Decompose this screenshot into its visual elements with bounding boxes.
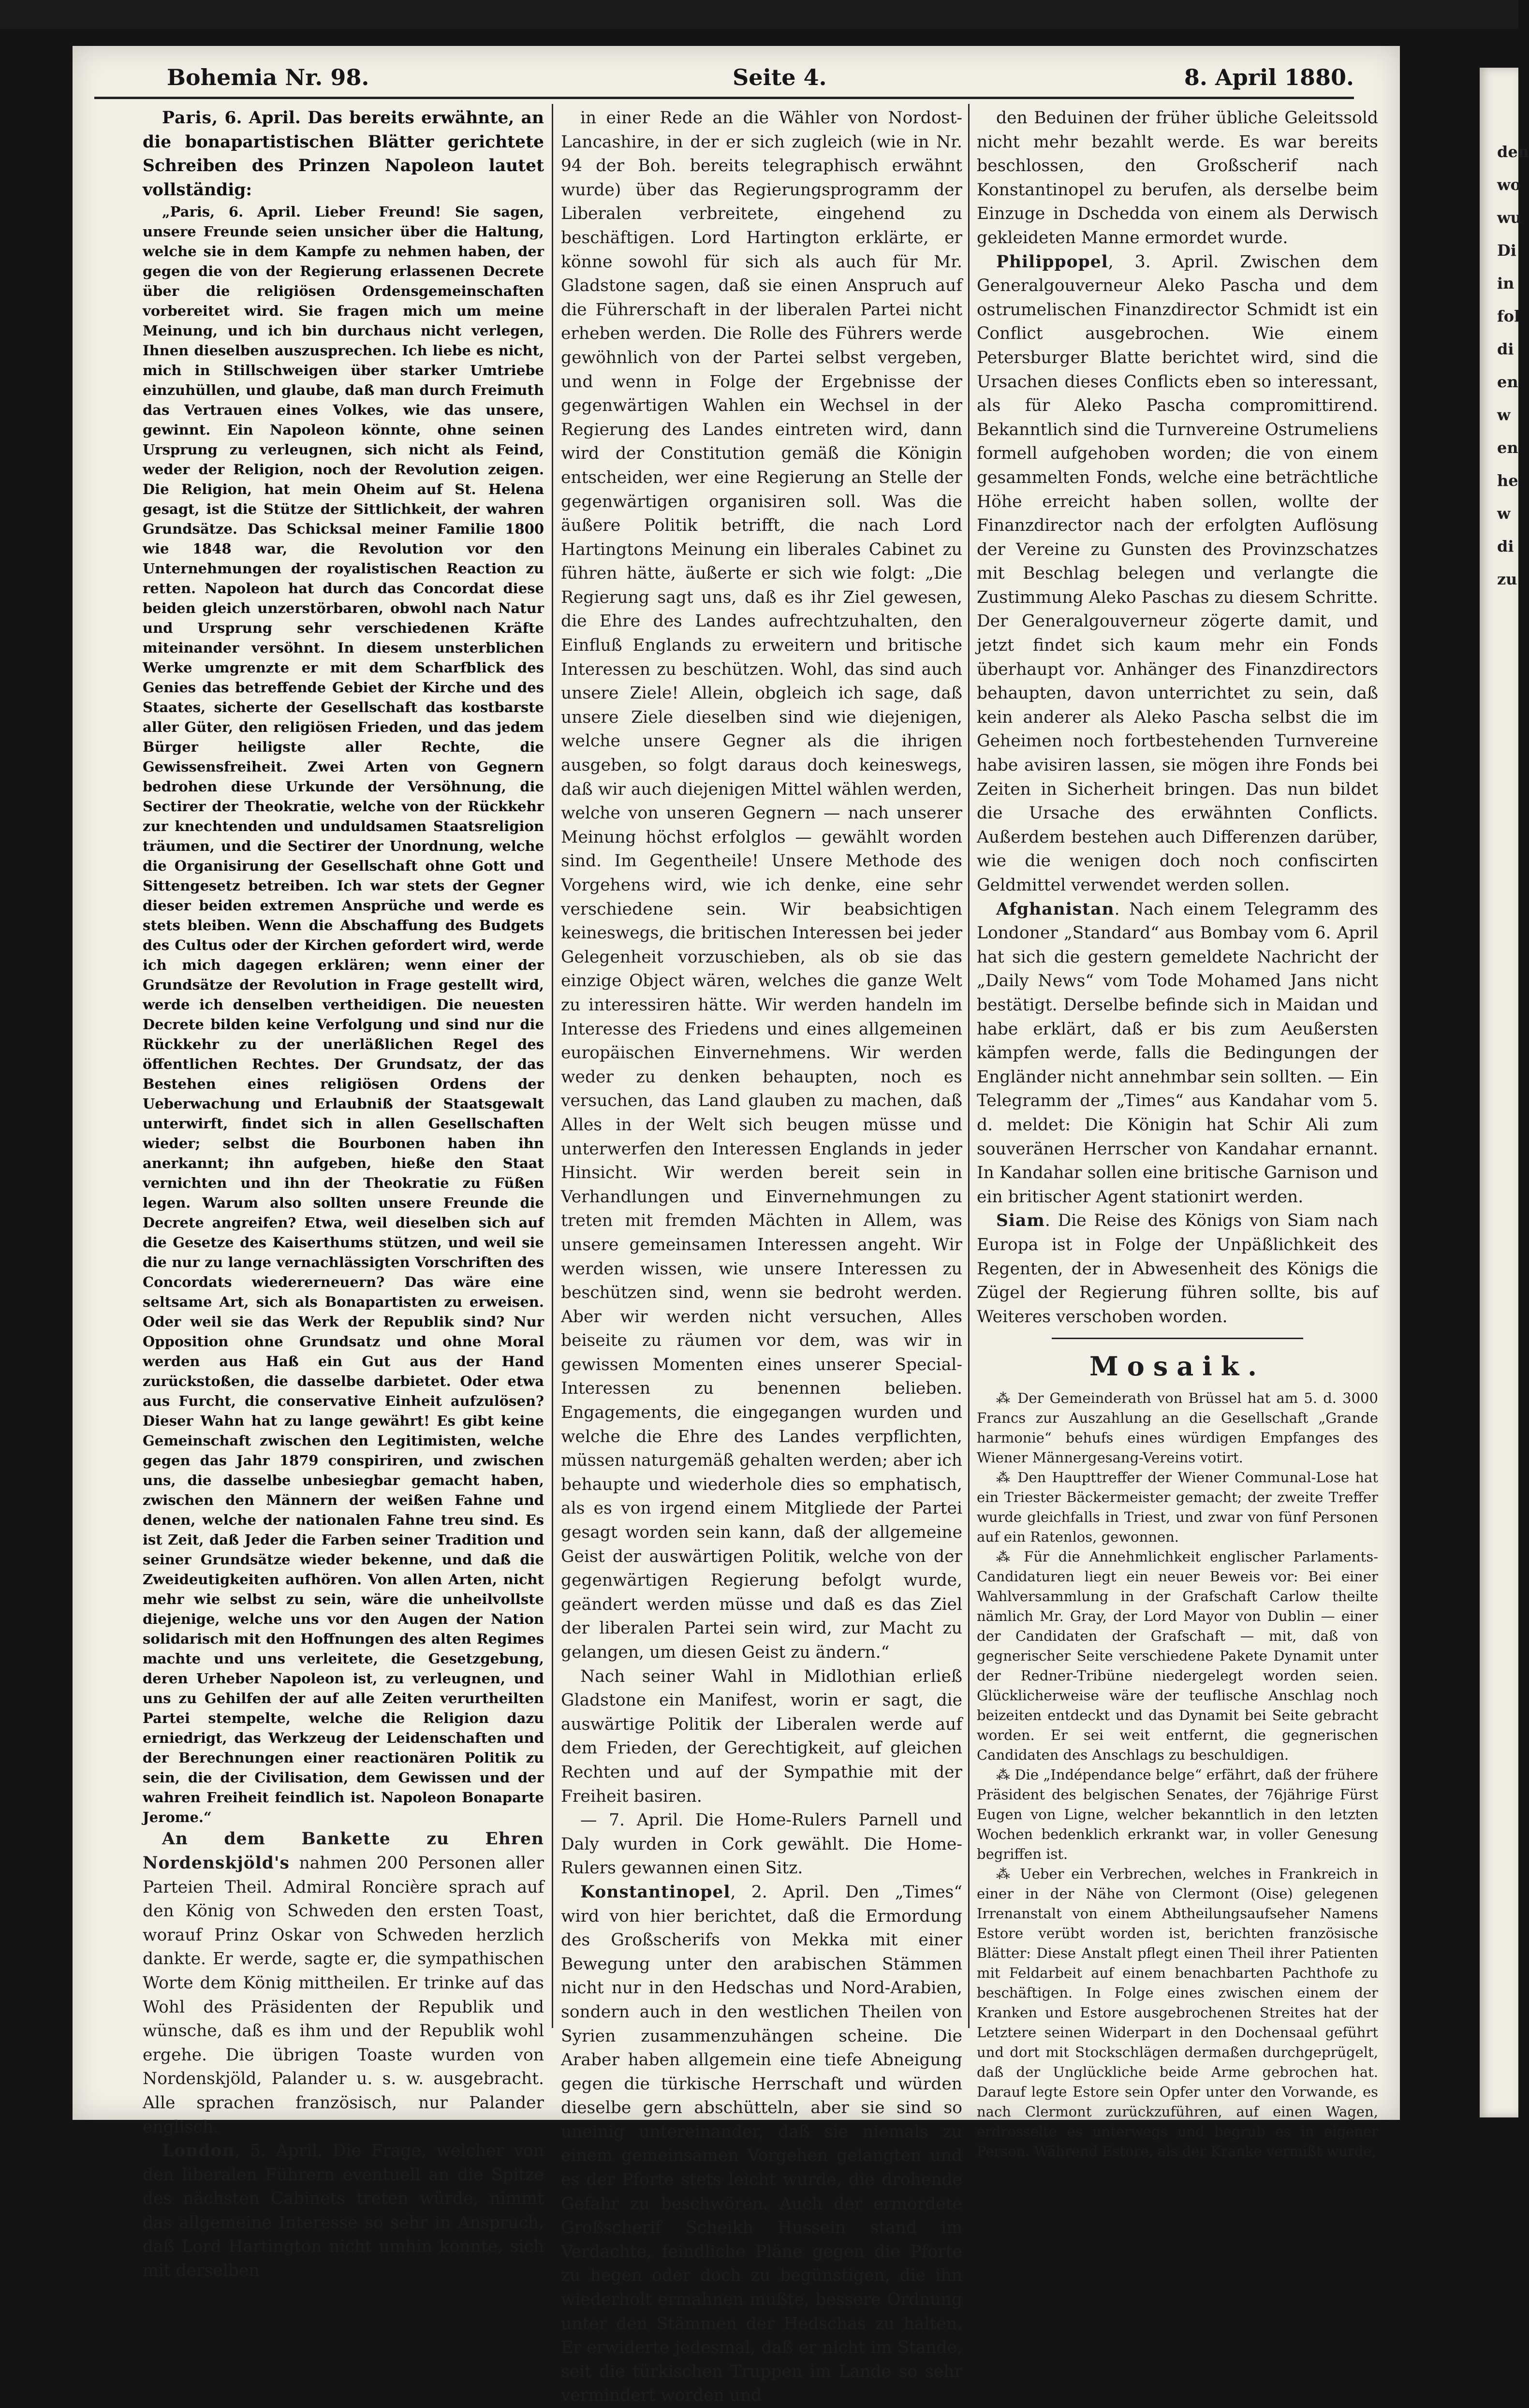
article-paragraph (977, 1209, 1378, 1329)
article-text: , 3. April. Zwischen dem Generalgouverneur Aleko Pascha und dem ostrumelischen Finanzdirector Schmidt ist ein Conflict ausgebrochen. Wie einem Petersburger Blatte berichtet wird, sind die Ursachen dieses Conflicts eben so interessant, als für Aleko Pascha compromittirend. Bekanntlich sind die Turnvereine Ostrumeliens formell aufgehoben worden; die von einem gesammelten Fonds, welche eine beträchtliche Höhe erreicht haben sollen, wollte der Finanzdirector nach der erfolgten Auflösung der Vereine zu Gunsten des Provinzschatzes mit Beschlag belegen und verlangte die Zustimmung Aleko Paschas zu diesem Schritte. Der Generalgouverneur zögerte damit, und jetzt findet sich kaum mehr ein Fonds überhaupt vor. Anhänger des Finanzdirectors behaupten, davon unterrichtet zu sein, daß kein anderer als Aleko Pascha selbst die im Geheimen noch fortbestehenden Turnvereine habe avisiren lassen, sie mögen ihre Fonds bei Zeiten in Sicherheit bringen. Das nun bildet die Ursache des erwähnten Conflicts. Außerdem bestehen auch Differenzen darüber, wie die wenigen doch noch confiscirten Geldmittel verwendet werden sollen. (977, 252, 1378, 895)
adjacent-page-fragment: w (1497, 504, 1511, 523)
page-header (94, 63, 1354, 99)
mosaik-heading: Mosaik. (1089, 1351, 1265, 1382)
adjacent-page-fragment: en (1497, 373, 1518, 391)
article-text: . Nach einem Telegramm des Londoner „Standard“ aus Bombay vom 6. April hat sich die gestern gemeldete Nachricht der „Daily News“ vom Tode Mohamed Jans nicht bestätigt. Derselbe befinde sich in Maidan und habe erklärt, daß er bis zum Aeußersten kämpfen werde, falls die Bedingungen der Engländer nicht annehmbar sein sollten. — Ein Telegramm der „Times“ aus Kandahar vom 5. d. meldet: Die Königin hat Schir Ali zum souveränen Herrscher von Kandahar ernannt. In Kandahar sollen eine britische Garnison und ein britischer Agent stationirt werden. (977, 899, 1378, 1207)
article-paragraph (143, 1827, 544, 2139)
article-text: , 5. April. Die Frage, welcher von den liberalen Führern eventuell an die Spitze des nächsten Cabinets treten würde, nimmt das allgemeine Interesse so sehr in Anspruch, daß Lord Hartington nicht umhin konnte, sich mit derselben (143, 2141, 544, 2281)
mosaik-top-rule (1052, 1338, 1303, 1339)
adjacent-page-fragment: fol (1497, 307, 1520, 325)
column-2 (561, 106, 962, 2406)
mosaik-item: ⁂ Die „Indépendance belge“ erfährt, daß der frühere Präsident des belgischen Senates, der 76jährige Fürst Eugen von Ligne, welcher bekanntlich in den letzten Wochen bedenklich erkrankt war, in voller Genesung begriffen ist. (977, 1766, 1378, 1863)
article-text: „Paris, 6. April. Lieber Freund! Sie sagen, unsere Freunde seien unsicher über die Haltung, welche sie in dem Kampfe zu nehmen haben, der gegen die von der Regierung erlassenen Decrete über die religiösen Ordensgemeinschaften vorbereitet wird. Sie fragen mich um meine Meinung, und ich bin durchaus nicht verlegen, Ihnen dieselben auszusprechen. Ich liebe es nicht, mich in Stillschweigen über starker Umtriebe einzuhüllen, und glaube, daß man durch Freimuth das Vertrauen eines Volkes, wie das unsere, gewinnt. Ein Napoleon könnte, ohne seinen Ursprung zu verleugnen, sich nicht als Feind, weder der Religion, noch der Revolution zeigen. Die Religion, hat mein Oheim auf St. Helena gesagt, ist die Stütze der Sittlichkeit, der wahren Grundsätze. Das Schicksal meiner Familie 1800 wie 1848 war, die Revolution vor den Unternehmungen der royalistischen Reaction zu retten. Napoleon hat durch das Concordat diese beiden gleich unzerstörbaren, obwohl nach Natur und Ursprung sehr verschiedenen Kräfte miteinander versöhnt. In diesem unsterblichen Werke umgrenzte er mit dem Scharfblick des Genies das betreffende Gebiet der Kirche und des Staates, sicherte der Gesellschaft das kostbarste aller Güter, den religiösen Frieden, und das jedem Bürger heiligste aller Rechte, die Gewissensfreiheit. Zwei Arten von Gegnern bedrohen diese Urkunde der Versöhnung, die Sectirer der Theokratie, welche von der Rückkehr zur knechtenden und unduldsamen Staatsreligion träumen, und die Sectirer der Unordnung, welche die Organisirung der Gesellschaft ohne Gott und Sittengesetz betreiben. Ich war stets der Gegner dieser beiden extremen Ansprüche und werde es stets bleiben. Wenn die Abschaffung des Budgets des Cultus oder der Kirchen gefordert wird, werde ich mich dagegen erklären; wenn einer der Grundsätze der Revolution in Frage gestellt wird, werde ich denselben vertheidigen. Die neuesten Decrete bilden keine Verfolgung und sind nur die Rückkehr zu der unerläßlichen Regel des öffentlichen Rechtes. Der Grundsatz, der das Bestehen eines religiösen Ordens der Ueberwachung und Erlaubniß der Staatsgewalt unterwirft, findet sich in allen Gesellschaften wieder; selbst die Bourbonen haben ihn anerkannt; ihn aufgeben, hieße den Staat vernichten und ihn der Theokratie zu Füßen legen. Warum also sollten unsere Freunde die Decrete angreifen? Etwa, weil dieselben sich auf die Gesetze des Kaiserthums stützen, und weil sie die nur zu lange vernachlässigten Vorschriften des Concordats wiedererneuern? Das wäre eine seltsame Art, sich als Bonapartisten zu erweisen. Oder weil sie das Werk der Republik sind? Nur Opposition ohne Grundsatz und ohne Moral werden aus Haß ein Gut aus der Hand zurückstoßen, die dasselbe darbietet. Oder etwa aus Furcht, die conservative Einheit aufzulösen? Dieser Wahn hat zu lange gewährt! Es gibt keine Gemeinschaft zwischen den Legitimisten, welche gegen das Jahr 1879 conspiriren, und zwischen uns, die dasselbe unbesiegbar gemacht haben, zwischen den Männern der weißen Fahne und denen, welche der nationalen Fahne treu sind. Es ist Zeit, daß Jeder die Farben seiner Tradition und seiner Grundsätze wieder bekenne, und daß die Zweideutigkeiten aufhören. Von allen Arten, nicht mehr wie selbst zu sein, wäre die unheilvollste diejenige, welche uns vor den Augen der Nation solidarisch mit den Hoffnungen des alten Regimes machte und uns verleitete, die Gesetzgebung, deren Urheber Napoleon ist, zu verleugnen, und uns zu Gehilfen der auf alle Zeiten verurtheilten Partei stempelte, welche die Religion dazu erniedrigt, das Werkzeug der Leidenschaften und der Berechnungen einer reactionären Politik zu sein, die der Civilisation, dem Gewissen und der wahren Freiheit feindlich ist. Napoleon Bonaparte Jerome.“ (143, 204, 544, 1826)
header-issue: Bohemia Nr. 98. (167, 64, 369, 90)
adjacent-page-fragment: zu (1497, 570, 1517, 588)
mosaik-item: ⁂ Für die Annehmlichkeit englischer Parlaments-Candidaturen liegt ein neuer Beweis vor: Bei einer Wahlversammlung in der Grafschaft Carlow theilte nämlich Mr. Gray, der Lord Mayor von Dublin — einer der Candidaten der Grafschaft — mit, daß von gegnerischer Seite verschiedene Pakete Dynamit unter der Redner-Tribüne niedergelegt worden seien. Glücklicherweise wäre der teuflische Anschlag noch beizeiten entdeckt und das Dynamit bei Seite gebracht worden. Er sei weit entfernt, die gegnerischen Candidaten des Anschlags zu beschuldigen. (977, 1548, 1378, 1764)
article-text: — 7. April. Die Home-Rulers Parnell und Daly wurden in Cork gewählt. Die Home-Rulers gewannen einen Sitz. (561, 1810, 962, 1878)
article-dateline: Afghanistan (996, 899, 1115, 919)
mosaik-item: ⁂ Den Haupttreffer der Wiener Communal-Lose hat ein Triester Bäckermeister gemacht; der zweite Treffer wurde gleichfalls in Triest, und zwar von fünf Personen auf ein Ratenlos, gewonnen. (977, 1469, 1378, 1546)
article-text: Nach seiner Wahl in Midlothian erließ Gladstone ein Manifest, worin er sagt, die auswärtige Politik der Liberalen werde auf dem Frieden, der Gerechtigkeit, auf gleichen Rechten und auf der Sympathie mit der Freiheit basiren. (561, 1666, 962, 1806)
adjacent-page-fragment: di (1497, 340, 1514, 358)
adjacent-page-fragment: den (1497, 143, 1529, 161)
article-paragraph (561, 1881, 962, 2408)
article-paragraph (561, 1809, 962, 1881)
article-dateline: London (162, 2141, 235, 2161)
adjacent-page-fragment: in (1497, 274, 1514, 292)
scan-background-top (0, 0, 1518, 29)
article-dateline: Konstantinopel (580, 1882, 731, 1902)
article-dateline: An dem Bankette zu Ehren Nordenskjöld's (143, 1829, 544, 1873)
article-paragraph (561, 106, 962, 1665)
column-3 (977, 106, 1378, 2160)
article-dateline: Siam (996, 1211, 1045, 1231)
article-text: den Beduinen der früher übliche Geleitssold nicht mehr bezahlt werde. Es war bereits beschlossen, den Großscherif nach Konstantinopel zu berufen, als derselbe beim Einzuge in Dschedda von einem als Derwisch gekleideten Manne ermordet wurde. (977, 108, 1378, 248)
adjacent-page-fragment: wu (1497, 208, 1522, 227)
article-paragraph (143, 106, 544, 202)
adjacent-page-fragment: Di (1497, 241, 1516, 260)
article-paragraph (143, 2139, 544, 2283)
article-text: . Die Reise des Königs von Siam nach Europa ist in Folge der Unpäßlichkeit des Regenten, der in Abwesenheit des Königs die Zügel der Regierung führen sollte, bis auf Weiteres verschoben worden. (977, 1211, 1378, 1327)
article-paragraph (977, 106, 1378, 250)
mosaik-item: ⁂ Der Gemeinderath von Brüssel hat am 5. d. 3000 Francs zur Auszahlung an die Gesellschaft „Grande harmonie“ behufs eines würdigen Empfanges des Wiener Männergesang-Vereins votirt. (977, 1390, 1378, 1466)
column-1 (143, 106, 544, 2281)
article-text: in einer Rede an die Wähler von Nordost-Lancashire, in der er sich zugleich (wie in Nr. 94 der Boh. bereits telegraphisch erwähnt wurde) über das Regierungsprogramm der Liberalen verbreitete, eingehend zu beschäftigen. Lord Hartington erklärte, er könne sowohl für sich als auch für Mr. Gladstone sagen, daß sie einen Anspruch auf die Führerschaft in der liberalen Partei nicht erheben werden. Die Rolle des Führers werde gewöhnlich von der Partei selbst vergeben, und wenn in Folge der Ergebnisse der gegenwärtigen Wahlen ein Wechsel in der Regierung des Landes eintreten wird, dann wird der Constitution gemäß die Königin entscheiden, wer eine Regierung an Stelle der gegenwärtigen organisiren soll. Was die äußere Politik betrifft, die nach Lord Hartingtons Meinung ein liberales Cabinet zu führen hätte, äußerte er sich wie folgt: „Die Regierung sagt uns, daß es ihr Ziel gewesen, die Ehre des Landes aufrechtzuhalten, den Einfluß Englands zu erweitern und britische Interessen zu beschützen. Wohl, das sind auch unsere Ziele! Allein, obgleich ich sage, daß unsere Ziele dieselben sind wie diejenigen, welche unsere Gegner als die ihrigen ausgeben, so folgt daraus doch keineswegs, daß wir auch diejenigen Mittel wählen werden, welche von unseren Gegnern — nach unserer Meinung höchst erfolglos — gewählt worden sind. Im Gegentheile! Unsere Methode des Vorgehens wird, wie ich denke, eine sehr verschiedene sein. Wir beabsichtigen keineswegs, die britischen Interessen bei jeder Gelegenheit vorzuschieben, als ob sie das einzige Object wären, welches die ganze Welt zu interessiren hätte. Wir werden handeln im Interesse des Friedens und eines allgemeinen europäischen Einvernehmens. Wir werden weder zu denken behaupten, noch es versuchen, das Land glauben zu machen, daß Alles in der Welt sich beugen müsse und unterwerfen den Interessen Englands in jeder Hinsicht. Wir werden bereit sein in Verhandlungen und Einvernehmungen zu treten mit fremden Mächten in Allem, was unsere gemeinsamen Interessen angeht. Wir werden wissen, wie unsere Interessen zu beschützen sind, wenn sie bedroht werden. Aber wir werden nicht versuchen, Alles beiseite zu räumen vor dem, was wir in gewissen Momenten eines unserer Special-Interessen zu benennen belieben. Engagements, die eingegangen wurden und welche die Ehre des Landes verpflichten, müssen naturgemäß gehalten werden; aber ich behaupte und wiederhole dies so emphatisch, als es von irgend einem Mitgliede der Partei gesagt worden sein kann, daß der allgemeine Geist der auswärtigen Politik, welche von der gegenwärtigen Regierung befolgt wurde, geändert werden müsse und daß es das Ziel der liberalen Partei sein wird, zur Macht zu gelangen, um diesen Geist zu ändern.“ (561, 108, 962, 1662)
article-paragraph (977, 250, 1378, 898)
article-text: nahmen 200 Personen aller Parteien Theil. Admiral Roncière sprach auf den König von Schweden den ersten Toast, worauf Prinz Oskar von Schweden herzlich dankte. Er werde, sagte er, die sympathischen Worte dem König mittheilen. Er trinke auf das Wohl des Präsidenten der Republik und wünsche, daß es ihm und der Republik wohl ergehe. Die übrigen Toaste wurden von Nordenskjöld, Palander u. s. w. ausgebracht. Alle sprachen französisch, nur Palander englisch. (143, 1853, 544, 2137)
adjacent-page-fragment: di (1497, 537, 1514, 555)
article-paragraph (977, 898, 1378, 1210)
adjacent-page-fragment: en (1497, 438, 1518, 457)
article-text: , 6. April. Das bereits erwähnte, an die bonapartistischen Blätter gerichtete Schreiben des Prinzen Napoleon lautet vollständig: (143, 108, 544, 200)
header-date: 8. April 1880. (1184, 64, 1354, 90)
mosaik-section (977, 1388, 1378, 2161)
article-paragraph (143, 202, 544, 1827)
header-page-number: Seite 4. (733, 64, 827, 90)
mosaik-item: ⁂ Ueber ein Verbrechen, welches in Frankreich in einer in der Nähe von Clermont (Oise) gelegenen Irrenanstalt von einem Abtheilungsaufseher Namens Estore verübt worden ist, berichten französische Blätter: Diese Anstalt pflegt einen Theil ihrer Patienten mit Feldarbeit auf einem benachbarten Pachthofe zu beschäftigen. In Folge eines zwischen einem der Kranken und Estore ausgebrochenen Streites hat der Letztere seinen Widerpart in den Dochensaal geführt und dort mit Stockschlägen dermaßen durchgeprügelt, daß der Unglückliche beide Arme gebrochen hat. Darauf legte Estore sein Opfer unter den Vorwande, es nach Clermont zurückzuführen, auf einen Wagen, erdrosselte es unterwegs und begrub es in eigener Person. Während Estore, als der Kranke vermißt wurde, (977, 1866, 1378, 2160)
adjacent-page-fragment: w (1497, 406, 1511, 424)
adjacent-page-text (1497, 135, 1529, 596)
article-paragraph (561, 1665, 962, 1809)
column-rule-1 (552, 104, 553, 2028)
article-dateline: Paris (162, 108, 212, 128)
adjacent-page-fragment: he (1497, 471, 1518, 490)
article-text: , 2. April. Den „Times“ wird von hier berichtet, daß die Ermordung des Großscherifs von Mekka mit einer Bewegung unter den arabischen Stämmen nicht nur in den Hedschas und Nord-Arabien, sondern auch in den westlichen Theilen von Syrien zusammenzuhängen scheine. Die Araber haben allgemein eine tiefe Abneigung gegen die türkische Herrschaft und würden dieselbe gern abschütteln, aber sie sind so uneinig untereinander, daß sie niemals zu einem gemeinsamen Vorgehen gelangten und es der Pforte stets leicht wurde, die drohende Gefahr zu beschwören. Auch der ermordete Großscherif Scheikh Hussein stand im Verdachte, feindliche Pläne gegen die Pforte zu hegen oder doch zu begünstigen, die ihn wiederholt ermahnen mußte, bessere Ordnung unter den Stämmen der Hedschas zu halten. Er erwiderte jedesmal, daß er nicht im Stande, seit die türkischen Truppen im Lande so sehr vermindert worden und (561, 1882, 962, 2406)
column-3-articles (977, 106, 1378, 1329)
article-dateline: Philippopel (996, 252, 1108, 272)
adjacent-page-edge (1480, 68, 1529, 2117)
adjacent-page-fragment: wo (1497, 175, 1521, 194)
column-rule-2 (968, 104, 970, 2028)
